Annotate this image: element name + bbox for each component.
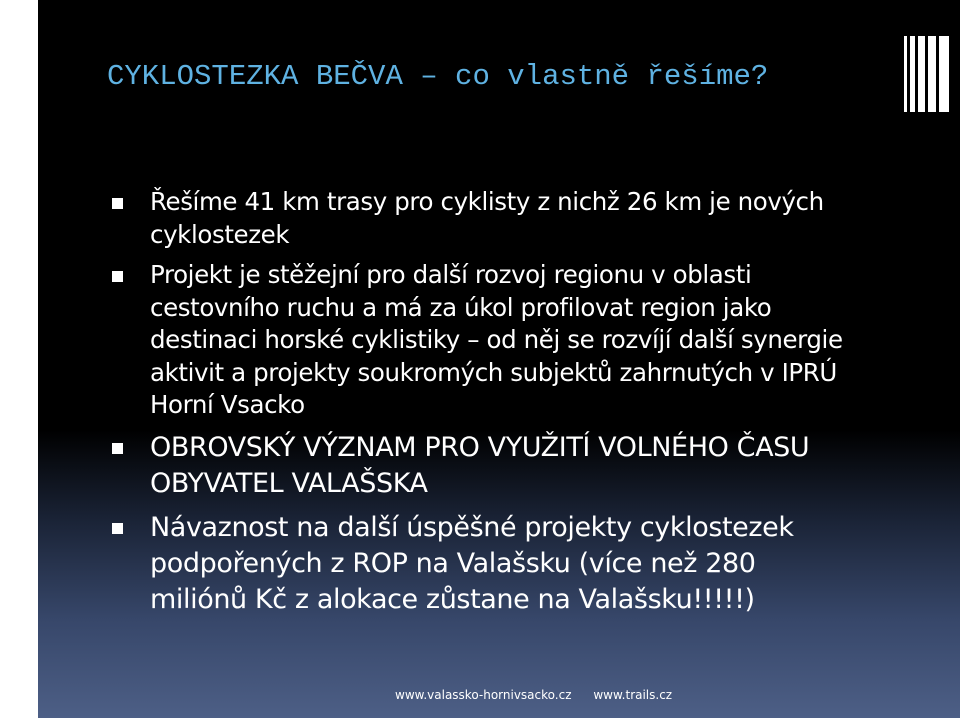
slide-title: CYKLOSTEZKA BEČVA – co vlastně řešíme? <box>107 60 769 93</box>
bullet-item <box>112 430 852 502</box>
square-bullet-icon <box>112 198 123 209</box>
square-bullet-icon <box>112 523 123 534</box>
footer <box>395 688 672 702</box>
bullet-text: Návaznost na další úspěšné projekty cyklostezek podpořených z ROP na Valašsku (více než 280 miliónů Kč z alokace zůstane na Valašsku!!!!!) <box>150 511 794 615</box>
bullet-text: Řešíme 41 km trasy pro cyklisty z nichž 26 km je nových cyklostezek <box>150 187 824 249</box>
bullet-item <box>112 510 852 618</box>
footer-link-valassko[interactable]: www.valassko-hornivsacko.cz <box>395 688 572 702</box>
bullet-text: OBROVSKÝ VÝZNAM PRO VYUŽITÍ VOLNÉHO ČASU OBYVATEL VALAŠSKA <box>150 431 810 499</box>
left-decorative-strip <box>0 0 38 718</box>
decorative-bars-icon <box>904 36 952 112</box>
bullet-item <box>112 186 852 251</box>
square-bullet-icon <box>112 271 123 282</box>
bullet-item <box>112 259 852 422</box>
bullet-list <box>112 186 852 626</box>
square-bullet-icon <box>112 443 123 454</box>
footer-link-trails[interactable]: www.trails.cz <box>593 688 673 702</box>
bullet-text: Projekt je stěžejní pro další rozvoj regionu v oblasti cestovního ruchu a má za úkol profilovat region jako destinaci horské cyklistiky – od něj se rozvíjí další synergie aktivit a projekty soukromých subjektů zahrnutých v IPRÚ Horní Vsacko <box>150 260 843 419</box>
